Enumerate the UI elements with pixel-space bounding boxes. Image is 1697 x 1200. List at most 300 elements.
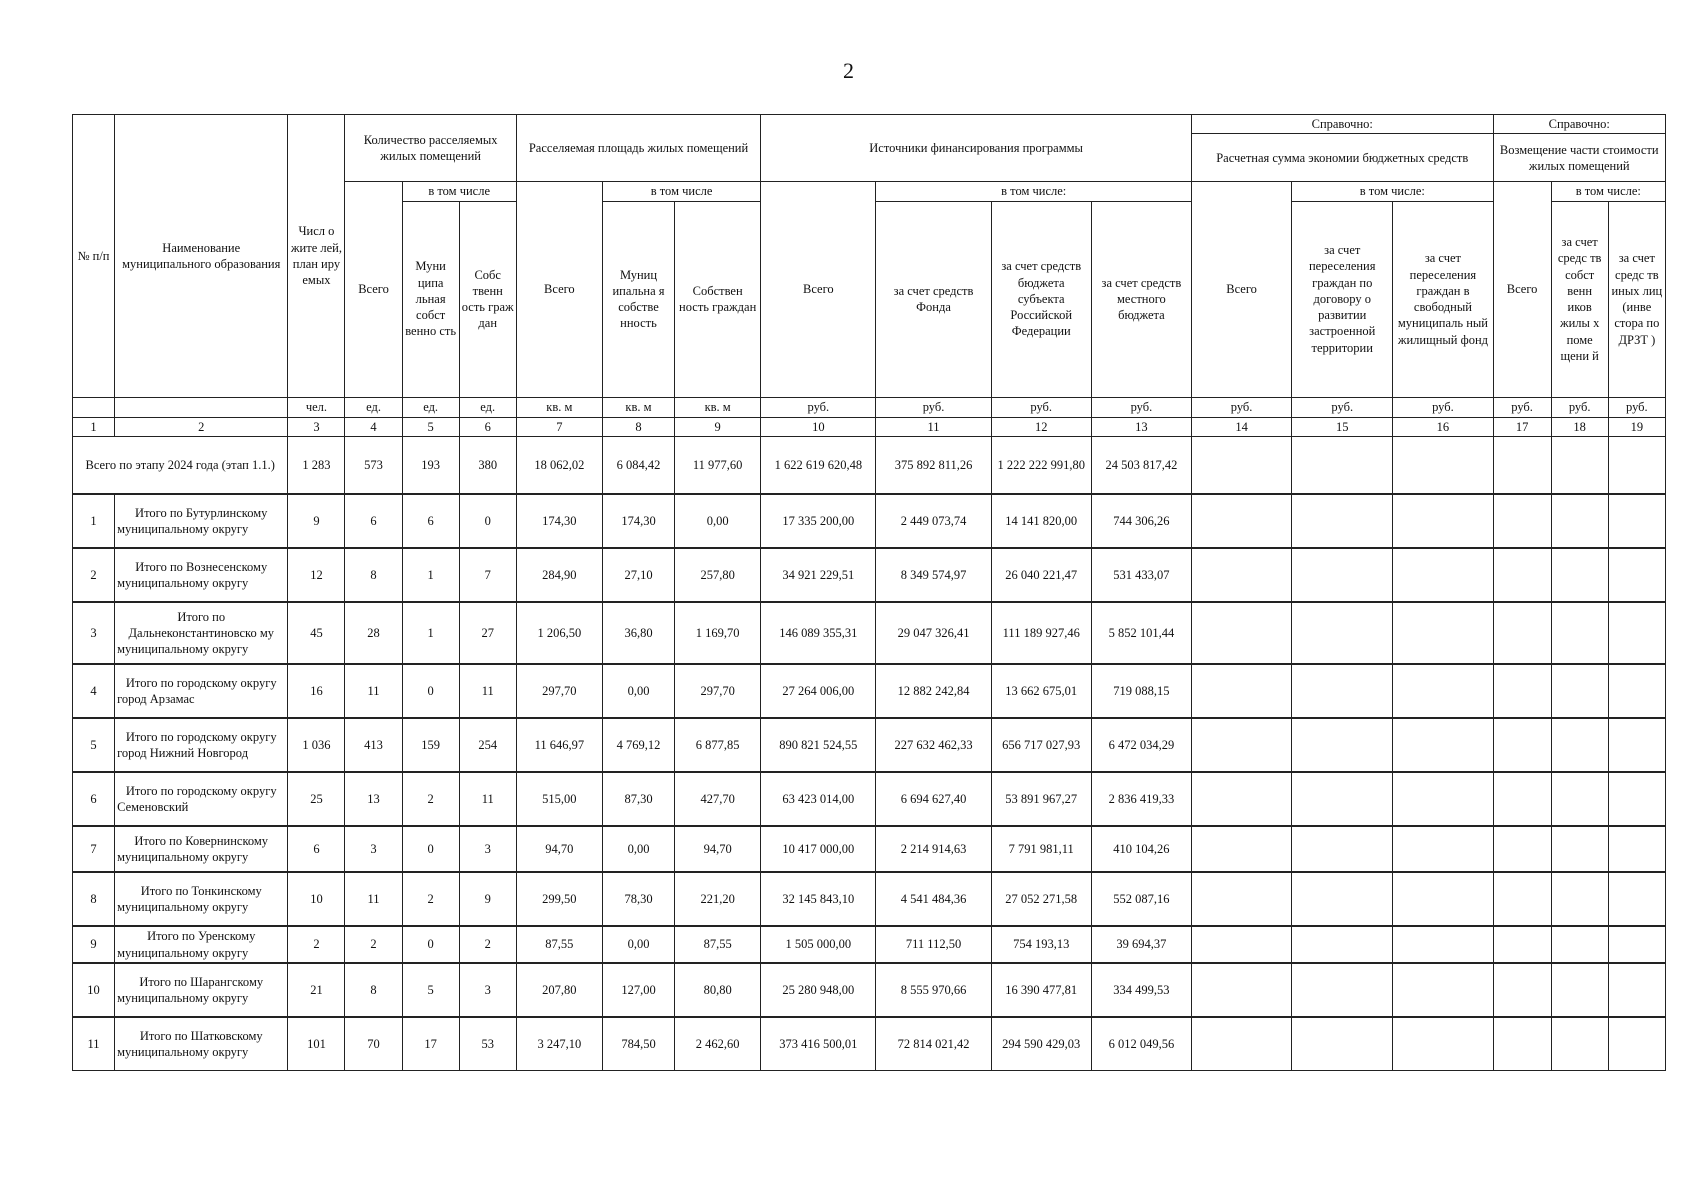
row-cell-rm: 5 bbox=[402, 963, 459, 1017]
row-cell-at: 284,90 bbox=[516, 548, 602, 602]
column-number-cell: 19 bbox=[1608, 417, 1665, 436]
row-cell-am: 0,00 bbox=[602, 826, 674, 872]
row-municipality-name: Итого по Вознесенскому муниципальному округу bbox=[115, 548, 288, 602]
row-cell-empty bbox=[1493, 926, 1551, 963]
unit-cell: кв. м bbox=[675, 397, 761, 417]
row-cell-ro: 0 bbox=[459, 494, 516, 548]
total-fin-subject: 1 222 222 991,80 bbox=[991, 436, 1091, 494]
header-area-total: Всего bbox=[516, 182, 602, 397]
column-number-cell: 9 bbox=[675, 417, 761, 436]
row-cell-rm: 1 bbox=[402, 548, 459, 602]
row-cell-at: 94,70 bbox=[516, 826, 602, 872]
column-number-cell: 4 bbox=[345, 417, 402, 436]
row-cell-res: 45 bbox=[288, 602, 345, 664]
row-cell-fs: 53 891 967,27 bbox=[991, 772, 1091, 826]
column-number-cell: 3 bbox=[288, 417, 345, 436]
row-municipality-name: Итого по городскому округу город Арзамас bbox=[115, 664, 288, 718]
row-cell-empty bbox=[1393, 826, 1493, 872]
row-cell-rm: 159 bbox=[402, 718, 459, 772]
column-number-cell: 18 bbox=[1551, 417, 1608, 436]
column-numbers-row bbox=[73, 417, 1666, 436]
row-cell-ft: 10 417 000,00 bbox=[761, 826, 876, 872]
row-cell-ft: 1 505 000,00 bbox=[761, 926, 876, 963]
column-number-cell: 10 bbox=[761, 417, 876, 436]
row-cell-ft: 146 089 355,31 bbox=[761, 602, 876, 664]
header-residents: Числ о жите лей, план иру емых bbox=[288, 115, 345, 398]
row-cell-empty bbox=[1608, 602, 1665, 664]
row-cell-empty bbox=[1191, 872, 1291, 926]
row-cell-empty bbox=[1292, 494, 1393, 548]
header-compensation: Возмещение части стоимости жилых помещений bbox=[1493, 134, 1665, 182]
row-cell-rm: 0 bbox=[402, 926, 459, 963]
header-ref2-incl: в том числе: bbox=[1551, 182, 1665, 201]
row-cell-ft: 25 280 948,00 bbox=[761, 963, 876, 1017]
row-municipality-name: Итого по Бутурлинскому муниципальному округу bbox=[115, 494, 288, 548]
units-row bbox=[73, 397, 1666, 417]
row-cell-res: 9 bbox=[288, 494, 345, 548]
unit-cell: кв. м bbox=[602, 397, 674, 417]
row-cell-empty bbox=[1551, 718, 1608, 772]
row-cell-empty bbox=[1608, 664, 1665, 718]
row-cell-empty bbox=[1292, 772, 1393, 826]
header-fin-incl: в том числе: bbox=[876, 182, 1192, 201]
column-number-cell: 17 bbox=[1493, 417, 1551, 436]
row-cell-ro: 3 bbox=[459, 826, 516, 872]
row-cell-rm: 0 bbox=[402, 826, 459, 872]
row-cell-ao: 94,70 bbox=[675, 826, 761, 872]
row-cell-ao: 6 877,85 bbox=[675, 718, 761, 772]
row-municipality-name: Итого по Дальнеконстантиновско му муниципальному округу bbox=[115, 602, 288, 664]
header-reference-1: Справочно: bbox=[1191, 115, 1493, 134]
unit-cell: ед. bbox=[459, 397, 516, 417]
row-cell-empty bbox=[1551, 664, 1608, 718]
row-cell-ro: 11 bbox=[459, 664, 516, 718]
row-cell-empty bbox=[1608, 826, 1665, 872]
row-cell-empty bbox=[1608, 548, 1665, 602]
row-cell-am: 784,50 bbox=[602, 1017, 674, 1071]
header-rooms-mun: Муни ципа льная собст венно сть bbox=[402, 201, 459, 397]
column-number-cell: 14 bbox=[1191, 417, 1291, 436]
row-cell-at: 297,70 bbox=[516, 664, 602, 718]
row-cell-ro: 2 bbox=[459, 926, 516, 963]
row-cell-ao: 257,80 bbox=[675, 548, 761, 602]
row-cell-ro: 53 bbox=[459, 1017, 516, 1071]
unit-cell: руб. bbox=[1493, 397, 1551, 417]
row-cell-am: 0,00 bbox=[602, 664, 674, 718]
row-municipality-name: Итого по Ковернинскому муниципальному округу bbox=[115, 826, 288, 872]
row-cell-empty bbox=[1191, 926, 1291, 963]
row-number: 9 bbox=[73, 926, 115, 963]
row-cell-at: 11 646,97 bbox=[516, 718, 602, 772]
row-cell-fs: 27 052 271,58 bbox=[991, 872, 1091, 926]
row-cell-ro: 9 bbox=[459, 872, 516, 926]
row-number: 3 bbox=[73, 602, 115, 664]
row-cell-empty bbox=[1393, 602, 1493, 664]
row-cell-am: 27,10 bbox=[602, 548, 674, 602]
row-cell-empty bbox=[1191, 664, 1291, 718]
row-cell-fs: 16 390 477,81 bbox=[991, 963, 1091, 1017]
row-cell-empty bbox=[1493, 826, 1551, 872]
row-cell-empty bbox=[1393, 926, 1493, 963]
row-cell-at: 174,30 bbox=[516, 494, 602, 548]
row-cell-empty bbox=[1191, 602, 1291, 664]
row-cell-empty bbox=[1393, 718, 1493, 772]
total-fin-fund: 375 892 811,26 bbox=[876, 436, 991, 494]
row-cell-empty bbox=[1493, 664, 1551, 718]
row-cell-fl: 2 836 419,33 bbox=[1091, 772, 1191, 826]
row-cell-rt: 2 bbox=[345, 926, 402, 963]
row-cell-empty bbox=[1608, 963, 1665, 1017]
total-area: 18 062,02 bbox=[516, 436, 602, 494]
table-row bbox=[73, 826, 1666, 872]
row-cell-rt: 8 bbox=[345, 963, 402, 1017]
column-number-cell: 5 bbox=[402, 417, 459, 436]
header-area-mun: Муниц ипальна я собстве нность bbox=[602, 201, 674, 397]
header-rooms-total: Всего bbox=[345, 182, 402, 397]
row-cell-am: 127,00 bbox=[602, 963, 674, 1017]
row-cell-fs: 111 189 927,46 bbox=[991, 602, 1091, 664]
row-cell-fl: 334 499,53 bbox=[1091, 963, 1191, 1017]
row-cell-empty bbox=[1191, 548, 1291, 602]
row-cell-empty bbox=[1292, 1017, 1393, 1071]
header-rooms-incl: в том числе bbox=[402, 182, 516, 201]
total-rooms-own: 380 bbox=[459, 436, 516, 494]
header-area-group: Расселяемая площадь жилых помещений bbox=[516, 115, 760, 182]
header-ref1-total: Всего bbox=[1191, 182, 1291, 397]
column-number-cell: 13 bbox=[1091, 417, 1191, 436]
row-cell-ro: 27 bbox=[459, 602, 516, 664]
total-residents: 1 283 bbox=[288, 436, 345, 494]
unit-cell: кв. м bbox=[516, 397, 602, 417]
header-fin-local: за счет средств местного бюджета bbox=[1091, 201, 1191, 397]
column-number-cell: 6 bbox=[459, 417, 516, 436]
row-cell-empty bbox=[1292, 548, 1393, 602]
row-cell-ff: 2 214 914,63 bbox=[876, 826, 991, 872]
column-number-cell: 2 bbox=[115, 417, 288, 436]
row-cell-ro: 3 bbox=[459, 963, 516, 1017]
table-row bbox=[73, 664, 1666, 718]
row-cell-empty bbox=[1292, 963, 1393, 1017]
row-cell-empty bbox=[1608, 772, 1665, 826]
table-row bbox=[73, 548, 1666, 602]
header-ref1-a: за счет переселения граждан по договору о развитии застроенной территории bbox=[1292, 201, 1393, 397]
row-cell-fs: 656 717 027,93 bbox=[991, 718, 1091, 772]
row-cell-at: 1 206,50 bbox=[516, 602, 602, 664]
row-cell-res: 12 bbox=[288, 548, 345, 602]
row-cell-fs: 14 141 820,00 bbox=[991, 494, 1091, 548]
row-cell-empty bbox=[1292, 602, 1393, 664]
row-cell-ao: 87,55 bbox=[675, 926, 761, 963]
row-cell-empty bbox=[1191, 826, 1291, 872]
unit-cell: руб. bbox=[761, 397, 876, 417]
row-cell-empty bbox=[1393, 1017, 1493, 1071]
total-fin-local: 24 503 817,42 bbox=[1091, 436, 1191, 494]
row-cell-empty bbox=[1393, 772, 1493, 826]
row-cell-empty bbox=[1493, 548, 1551, 602]
row-cell-empty bbox=[1551, 494, 1608, 548]
row-cell-rt: 28 bbox=[345, 602, 402, 664]
row-cell-ao: 80,80 bbox=[675, 963, 761, 1017]
unit-cell: руб. bbox=[1608, 397, 1665, 417]
row-cell-empty bbox=[1551, 872, 1608, 926]
row-cell-ao: 427,70 bbox=[675, 772, 761, 826]
unit-cell: чел. bbox=[288, 397, 345, 417]
row-cell-ft: 63 423 014,00 bbox=[761, 772, 876, 826]
row-cell-ff: 72 814 021,42 bbox=[876, 1017, 991, 1071]
row-cell-rm: 17 bbox=[402, 1017, 459, 1071]
column-number-cell: 1 bbox=[73, 417, 115, 436]
header-ref2-a: за счет средс тв собст венн иков жилы х поме щени й bbox=[1551, 201, 1608, 397]
row-cell-rm: 2 bbox=[402, 772, 459, 826]
row-cell-ff: 2 449 073,74 bbox=[876, 494, 991, 548]
row-number: 8 bbox=[73, 872, 115, 926]
header-rooms-group: Количество расселяемых жилых помещений bbox=[345, 115, 516, 182]
row-cell-ft: 373 416 500,01 bbox=[761, 1017, 876, 1071]
header-financing-group: Источники финансирования программы bbox=[761, 115, 1192, 182]
row-cell-empty bbox=[1551, 1017, 1608, 1071]
header-reference-2: Справочно: bbox=[1493, 115, 1665, 134]
table-row bbox=[73, 963, 1666, 1017]
row-cell-ft: 890 821 524,55 bbox=[761, 718, 876, 772]
row-cell-ft: 17 335 200,00 bbox=[761, 494, 876, 548]
row-number: 2 bbox=[73, 548, 115, 602]
unit-cell: руб. bbox=[1393, 397, 1493, 417]
row-cell-empty bbox=[1608, 926, 1665, 963]
row-cell-rt: 8 bbox=[345, 548, 402, 602]
row-cell-rt: 70 bbox=[345, 1017, 402, 1071]
row-municipality-name: Итого по Шарангскому муниципальному округу bbox=[115, 963, 288, 1017]
row-cell-empty bbox=[1393, 872, 1493, 926]
row-cell-res: 6 bbox=[288, 826, 345, 872]
row-cell-ff: 6 694 627,40 bbox=[876, 772, 991, 826]
row-cell-fs: 294 590 429,03 bbox=[991, 1017, 1091, 1071]
row-cell-fs: 7 791 981,11 bbox=[991, 826, 1091, 872]
row-cell-empty bbox=[1493, 602, 1551, 664]
row-cell-empty bbox=[1608, 1017, 1665, 1071]
row-cell-ff: 4 541 484,36 bbox=[876, 872, 991, 926]
row-cell-am: 36,80 bbox=[602, 602, 674, 664]
row-cell-empty bbox=[1393, 548, 1493, 602]
header-fin-subject: за счет средств бюджета субъекта Российской Федерации bbox=[991, 201, 1091, 397]
total-row-label: Всего по этапу 2024 года (этап 1.1.) bbox=[73, 436, 288, 494]
municipality-rows bbox=[73, 494, 1666, 1071]
unit-cell: ед. bbox=[402, 397, 459, 417]
table-row bbox=[73, 602, 1666, 664]
total-rooms-mun: 193 bbox=[402, 436, 459, 494]
row-cell-ff: 711 112,50 bbox=[876, 926, 991, 963]
row-cell-fl: 5 852 101,44 bbox=[1091, 602, 1191, 664]
row-number: 6 bbox=[73, 772, 115, 826]
row-cell-at: 207,80 bbox=[516, 963, 602, 1017]
row-cell-rt: 11 bbox=[345, 872, 402, 926]
row-cell-at: 3 247,10 bbox=[516, 1017, 602, 1071]
header-area-own: Собствен ность граждан bbox=[675, 201, 761, 397]
column-number-cell: 16 bbox=[1393, 417, 1493, 436]
total-fin: 1 622 619 620,48 bbox=[761, 436, 876, 494]
total-area-own: 11 977,60 bbox=[675, 436, 761, 494]
total-area-mun: 6 084,42 bbox=[602, 436, 674, 494]
row-cell-empty bbox=[1608, 718, 1665, 772]
row-cell-rm: 0 bbox=[402, 664, 459, 718]
row-cell-rm: 2 bbox=[402, 872, 459, 926]
row-cell-empty bbox=[1191, 1017, 1291, 1071]
unit-cell: руб. bbox=[991, 397, 1091, 417]
row-cell-empty bbox=[1292, 826, 1393, 872]
row-cell-fl: 719 088,15 bbox=[1091, 664, 1191, 718]
column-number-cell: 12 bbox=[991, 417, 1091, 436]
row-cell-empty bbox=[1608, 872, 1665, 926]
row-cell-fs: 26 040 221,47 bbox=[991, 548, 1091, 602]
row-cell-am: 4 769,12 bbox=[602, 718, 674, 772]
row-cell-fl: 744 306,26 bbox=[1091, 494, 1191, 548]
row-cell-res: 1 036 bbox=[288, 718, 345, 772]
row-cell-at: 87,55 bbox=[516, 926, 602, 963]
row-cell-ff: 12 882 242,84 bbox=[876, 664, 991, 718]
row-cell-empty bbox=[1191, 494, 1291, 548]
row-cell-am: 174,30 bbox=[602, 494, 674, 548]
row-cell-empty bbox=[1393, 494, 1493, 548]
page-number: 2 bbox=[843, 58, 854, 83]
row-cell-empty bbox=[1393, 664, 1493, 718]
row-cell-ro: 11 bbox=[459, 772, 516, 826]
row-cell-empty bbox=[1393, 963, 1493, 1017]
row-cell-empty bbox=[1551, 963, 1608, 1017]
row-cell-ao: 0,00 bbox=[675, 494, 761, 548]
row-cell-res: 16 bbox=[288, 664, 345, 718]
row-municipality-name: Итого по Шатковскому муниципальному округу bbox=[115, 1017, 288, 1071]
row-cell-ro: 254 bbox=[459, 718, 516, 772]
row-number: 7 bbox=[73, 826, 115, 872]
row-cell-empty bbox=[1493, 963, 1551, 1017]
header-ref1-b: за счет переселения граждан в свободный муниципаль ный жилищный фонд bbox=[1393, 201, 1493, 397]
header-budget-savings: Расчетная сумма экономии бюджетных средств bbox=[1191, 134, 1493, 182]
row-cell-fs: 754 193,13 bbox=[991, 926, 1091, 963]
header-fin-total: Всего bbox=[761, 182, 876, 397]
unit-cell: руб. bbox=[1292, 397, 1393, 417]
row-cell-am: 0,00 bbox=[602, 926, 674, 963]
total-rooms: 573 bbox=[345, 436, 402, 494]
row-number: 10 bbox=[73, 963, 115, 1017]
row-cell-rt: 6 bbox=[345, 494, 402, 548]
column-number-cell: 7 bbox=[516, 417, 602, 436]
row-cell-empty bbox=[1551, 548, 1608, 602]
row-cell-empty bbox=[1292, 926, 1393, 963]
row-number: 1 bbox=[73, 494, 115, 548]
header-num: № п/п bbox=[73, 115, 115, 398]
row-cell-fl: 6 472 034,29 bbox=[1091, 718, 1191, 772]
row-cell-res: 21 bbox=[288, 963, 345, 1017]
row-cell-rm: 6 bbox=[402, 494, 459, 548]
row-cell-res: 10 bbox=[288, 872, 345, 926]
unit-cell: руб. bbox=[1551, 397, 1608, 417]
row-cell-ft: 32 145 843,10 bbox=[761, 872, 876, 926]
row-number: 11 bbox=[73, 1017, 115, 1071]
row-cell-empty bbox=[1551, 772, 1608, 826]
row-cell-empty bbox=[1493, 772, 1551, 826]
header-rooms-own: Собс твенн ость граж дан bbox=[459, 201, 516, 397]
resettlement-table bbox=[72, 114, 1666, 1071]
row-cell-empty bbox=[1191, 772, 1291, 826]
row-cell-am: 78,30 bbox=[602, 872, 674, 926]
row-cell-empty bbox=[1493, 718, 1551, 772]
unit-cell: руб. bbox=[1091, 397, 1191, 417]
row-cell-ft: 34 921 229,51 bbox=[761, 548, 876, 602]
row-cell-empty bbox=[1191, 718, 1291, 772]
row-cell-ft: 27 264 006,00 bbox=[761, 664, 876, 718]
row-cell-rt: 413 bbox=[345, 718, 402, 772]
row-cell-empty bbox=[1493, 494, 1551, 548]
row-cell-ff: 8 555 970,66 bbox=[876, 963, 991, 1017]
row-cell-fl: 552 087,16 bbox=[1091, 872, 1191, 926]
header-area-incl: в том числе bbox=[602, 182, 760, 201]
header-fin-fund: за счет средств Фонда bbox=[876, 201, 991, 397]
row-cell-at: 299,50 bbox=[516, 872, 602, 926]
header-name: Наименование муниципального образования bbox=[115, 115, 288, 398]
row-cell-ff: 29 047 326,41 bbox=[876, 602, 991, 664]
row-cell-ao: 2 462,60 bbox=[675, 1017, 761, 1071]
row-cell-empty bbox=[1551, 602, 1608, 664]
header-ref1-incl: в том числе: bbox=[1292, 182, 1493, 201]
row-cell-empty bbox=[1551, 826, 1608, 872]
row-cell-fl: 39 694,37 bbox=[1091, 926, 1191, 963]
row-number: 4 bbox=[73, 664, 115, 718]
row-cell-empty bbox=[1608, 494, 1665, 548]
table-row bbox=[73, 772, 1666, 826]
row-municipality-name: Итого по Уренскому муниципальному округу bbox=[115, 926, 288, 963]
row-cell-fl: 531 433,07 bbox=[1091, 548, 1191, 602]
row-cell-fs: 13 662 675,01 bbox=[991, 664, 1091, 718]
row-cell-rm: 1 bbox=[402, 602, 459, 664]
row-cell-rt: 3 bbox=[345, 826, 402, 872]
row-cell-fl: 410 104,26 bbox=[1091, 826, 1191, 872]
row-cell-empty bbox=[1292, 872, 1393, 926]
total-row bbox=[73, 436, 1666, 494]
column-number-cell: 11 bbox=[876, 417, 991, 436]
header-ref2-b: за счет средс тв иных лиц (инве стора по ДРЗТ ) bbox=[1608, 201, 1665, 397]
row-cell-rt: 11 bbox=[345, 664, 402, 718]
row-cell-ao: 221,20 bbox=[675, 872, 761, 926]
row-cell-empty bbox=[1493, 1017, 1551, 1071]
table-row bbox=[73, 718, 1666, 772]
row-cell-res: 25 bbox=[288, 772, 345, 826]
column-number-cell: 15 bbox=[1292, 417, 1393, 436]
row-cell-ff: 227 632 462,33 bbox=[876, 718, 991, 772]
row-municipality-name: Итого по городскому округу город Нижний Новгород bbox=[115, 718, 288, 772]
row-cell-ao: 297,70 bbox=[675, 664, 761, 718]
row-cell-res: 101 bbox=[288, 1017, 345, 1071]
row-cell-res: 2 bbox=[288, 926, 345, 963]
row-cell-am: 87,30 bbox=[602, 772, 674, 826]
unit-cell: руб. bbox=[1191, 397, 1291, 417]
table-row bbox=[73, 1017, 1666, 1071]
row-cell-ff: 8 349 574,97 bbox=[876, 548, 991, 602]
table-row bbox=[73, 494, 1666, 548]
row-cell-empty bbox=[1191, 963, 1291, 1017]
unit-cell: ед. bbox=[345, 397, 402, 417]
row-cell-empty bbox=[1551, 926, 1608, 963]
header-ref2-total: Всего bbox=[1493, 182, 1551, 397]
row-number: 5 bbox=[73, 718, 115, 772]
row-cell-empty bbox=[1292, 664, 1393, 718]
row-municipality-name: Итого по Тонкинскому муниципальному округу bbox=[115, 872, 288, 926]
row-cell-ro: 7 bbox=[459, 548, 516, 602]
row-cell-fl: 6 012 049,56 bbox=[1091, 1017, 1191, 1071]
row-cell-at: 515,00 bbox=[516, 772, 602, 826]
table-row bbox=[73, 872, 1666, 926]
column-number-cell: 8 bbox=[602, 417, 674, 436]
row-cell-empty bbox=[1292, 718, 1393, 772]
row-cell-ao: 1 169,70 bbox=[675, 602, 761, 664]
